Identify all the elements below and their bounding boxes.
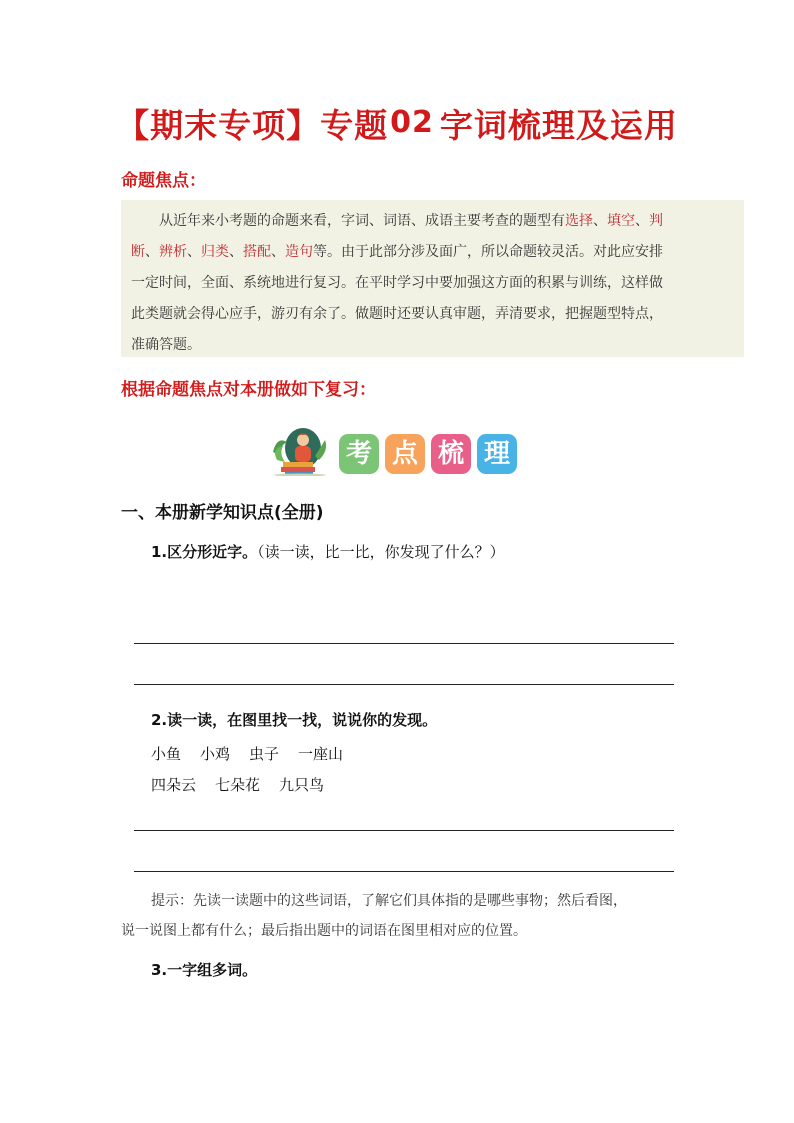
focus-box bbox=[121, 200, 744, 357]
title-prefix: 【期末专项】专题 bbox=[116, 106, 389, 145]
answer-line bbox=[134, 684, 674, 685]
kaodian-shuli-logo bbox=[269, 426, 527, 476]
logo-char-dian: 点 bbox=[385, 434, 425, 474]
girl-reading-books-icon bbox=[269, 426, 331, 476]
hint-line-1: 提示：先读一读题中的这些词语，了解它们具体指的是哪些事物；然后看图， bbox=[151, 893, 627, 909]
word-item: 一座山 bbox=[298, 745, 344, 763]
word-item: 小鸡 bbox=[200, 745, 231, 763]
logo-char-kao: 考 bbox=[339, 434, 379, 474]
word-item: 虫子 bbox=[249, 745, 280, 763]
hint-line-2: 说一说图上都有什么；最后指出题中的词语在图里相对应的位置。 bbox=[121, 923, 527, 939]
word-row-1 bbox=[151, 743, 362, 764]
section1-heading: 一、本册新学知识点(全册) bbox=[121, 503, 324, 523]
word-item: 小鱼 bbox=[151, 745, 182, 763]
focus-line-5: 准确答题。 bbox=[131, 337, 201, 353]
title-suffix: 字词梳理及运用 bbox=[439, 106, 678, 145]
focus-line-4: 此类题就会得心应手，游刃有余了。做题时还要认真审题，弄清要求，把握题型特点， bbox=[131, 306, 663, 322]
title-number: 02 bbox=[390, 105, 434, 140]
question-1 bbox=[151, 541, 505, 562]
review-heading: 根据命题焦点对本册做如下复习： bbox=[121, 380, 376, 400]
page-title bbox=[0, 100, 794, 147]
question-3-label: 3.一字组多词。 bbox=[151, 961, 258, 979]
logo-char-li: 理 bbox=[477, 434, 517, 474]
word-item: 九只鸟 bbox=[279, 776, 325, 794]
focus-line-3: 一定时间，全面、系统地进行复习。在平时学习中要加强这方面的积累与训练，这样做 bbox=[131, 275, 663, 291]
answer-line bbox=[134, 871, 674, 872]
answer-line bbox=[134, 643, 674, 644]
question-2-label: 2.读一读，在图里找一找，说说你的发现。 bbox=[151, 711, 438, 729]
answer-line bbox=[134, 830, 674, 831]
word-item: 四朵云 bbox=[151, 776, 197, 794]
question-1-label: 1.区分形近字。 bbox=[151, 543, 258, 561]
logo-char-shu: 梳 bbox=[431, 434, 471, 474]
word-row-2 bbox=[151, 774, 343, 795]
focus-line-2: 断、辨析、归类、搭配、造句等。由于此部分涉及面广，所以命题较灵活。对此应安排 bbox=[131, 244, 663, 260]
focus-heading: 命题焦点： bbox=[121, 171, 206, 191]
focus-line-1: 从近年来小考题的命题来看，字词、词语、成语主要考查的题型有选择、填空、判 bbox=[159, 213, 663, 229]
question-1-note: （读一读，比一比，你发现了什么？） bbox=[257, 543, 505, 561]
word-item: 七朵花 bbox=[215, 776, 261, 794]
